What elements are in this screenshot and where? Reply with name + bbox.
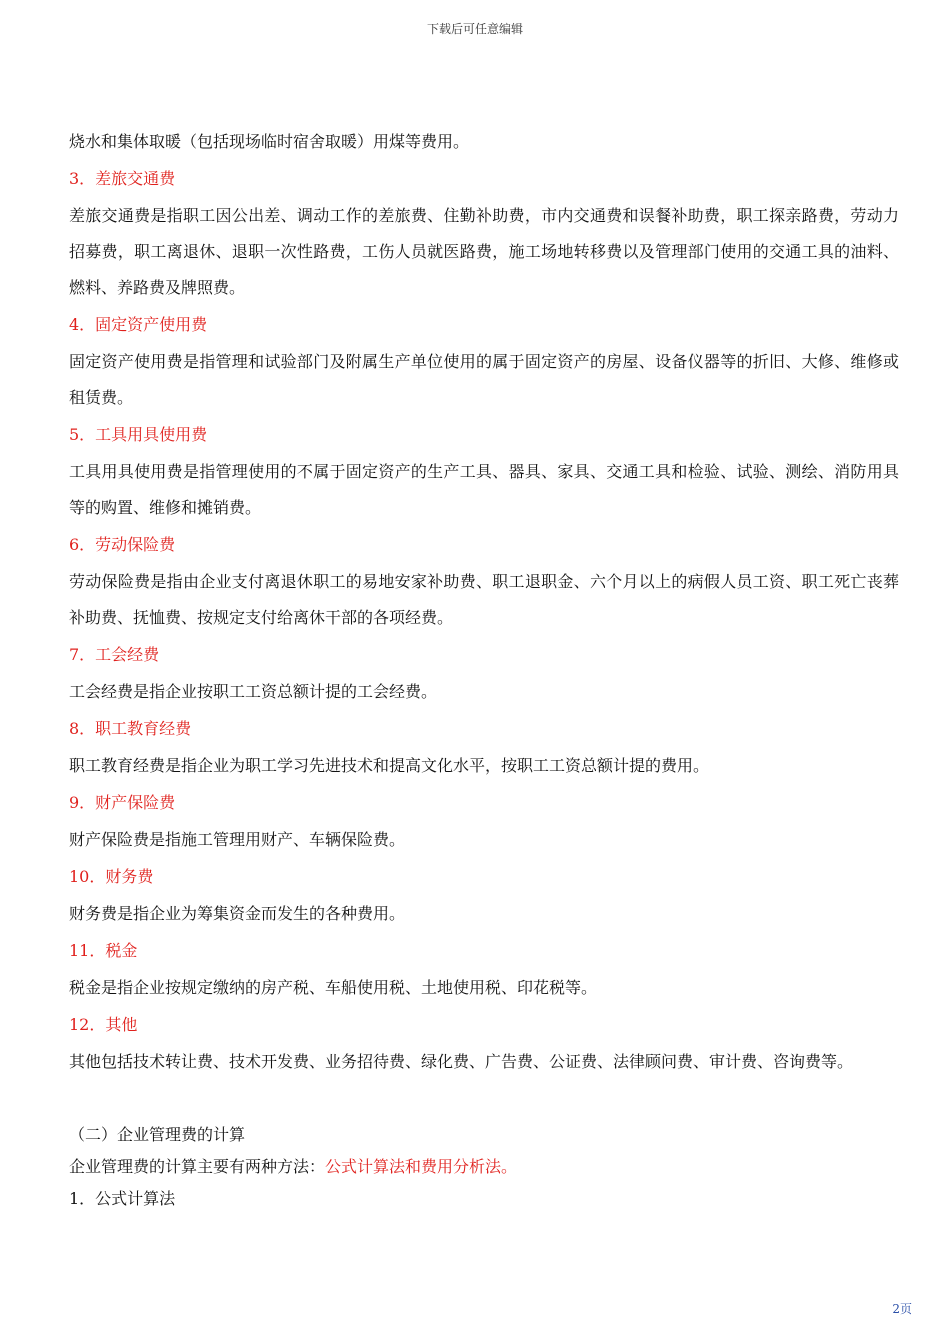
- section2-title: （二）企业管理费的计算: [69, 1125, 246, 1144]
- paragraph-travel-expenses: 差旅交通费是指职工因公出差、调动工作的差旅费、住勤补助费，市内交通费和误餐补助费，职工探亲路费，劳动力招募费，职工离退休、退职一次性路费，工伤人员就医路费，施工场地转移费以及管理部门使用的交通工具的油料、燃料、养路费及牌照费。: [69, 206, 899, 297]
- heading-tools-equipment: 5．工具用具使用费: [69, 425, 208, 444]
- paragraph-taxes: 税金是指企业按规定缴纳的房产税、车船使用税、土地使用税、印花税等。: [69, 978, 598, 997]
- paragraph-other: 其他包括技术转让费、技术开发费、业务招待费、绿化费、广告费、公证费、法律顾问费、审计费、咨询费等。: [69, 1052, 854, 1071]
- heading-employee-education: 8．职工教育经费: [69, 719, 192, 738]
- paragraph-finance-fees: 财务费是指企业为筹集资金而发生的各种费用。: [69, 904, 406, 923]
- heading-fixed-assets: 4．固定资产使用费: [69, 315, 208, 334]
- heading-taxes: 11．税金: [69, 941, 138, 960]
- heading-union-fees: 7．工会经费: [69, 645, 160, 664]
- method1-heading: 1．公式计算法: [69, 1189, 176, 1208]
- paragraph-employee-education: 职工教育经费是指企业为职工学习先进技术和提高文化水平，按职工工资总额计提的费用。: [69, 756, 710, 775]
- paragraph-fixed-assets: 固定资产使用费是指管理和试验部门及附属生产单位使用的属于固定资产的房屋、设备仪器等的折旧、大修、维修或租赁费。: [69, 352, 899, 407]
- paragraph-tools-equipment: 工具用具使用费是指管理使用的不属于固定资产的生产工具、器具、家具、交通工具和检验、试验、测绘、消防用具等的购置、维修和摊销费。: [69, 462, 899, 517]
- paragraph-labor-insurance: 劳动保险费是指由企业支付离退休职工的易地安家补助费、职工退职金、六个月以上的病假人员工资、职工死亡丧葬补助费、抚恤费、按规定支付给离休干部的各项经费。: [69, 572, 899, 627]
- heading-finance-fees: 10．财务费: [69, 867, 154, 886]
- section2-intro: [69, 1154, 899, 1180]
- intro-paragraph: 烧水和集体取暖（包括现场临时宿舍取暖）用煤等费用。: [69, 132, 470, 151]
- heading-labor-insurance: 6．劳动保险费: [69, 535, 176, 554]
- page-number: 2页: [892, 1302, 912, 1316]
- document-body: [69, 124, 899, 1218]
- section-spacer: [69, 1080, 899, 1116]
- page-header: 下载后可任意编辑: [426, 22, 523, 36]
- heading-other: 12．其他: [69, 1015, 138, 1034]
- paragraph-union-fees: 工会经费是指企业按职工工资总额计提的工会经费。: [69, 682, 438, 701]
- section2-intro-text: 企业管理费的计算主要有两种方法：: [69, 1157, 326, 1176]
- heading-travel-expenses: 3．差旅交通费: [69, 169, 176, 188]
- heading-property-insurance: 9．财产保险费: [69, 793, 176, 812]
- section2-intro-methods: 公式计算法和费用分析法。: [325, 1157, 518, 1176]
- paragraph-property-insurance: 财产保险费是指施工管理用财产、车辆保险费。: [69, 830, 406, 849]
